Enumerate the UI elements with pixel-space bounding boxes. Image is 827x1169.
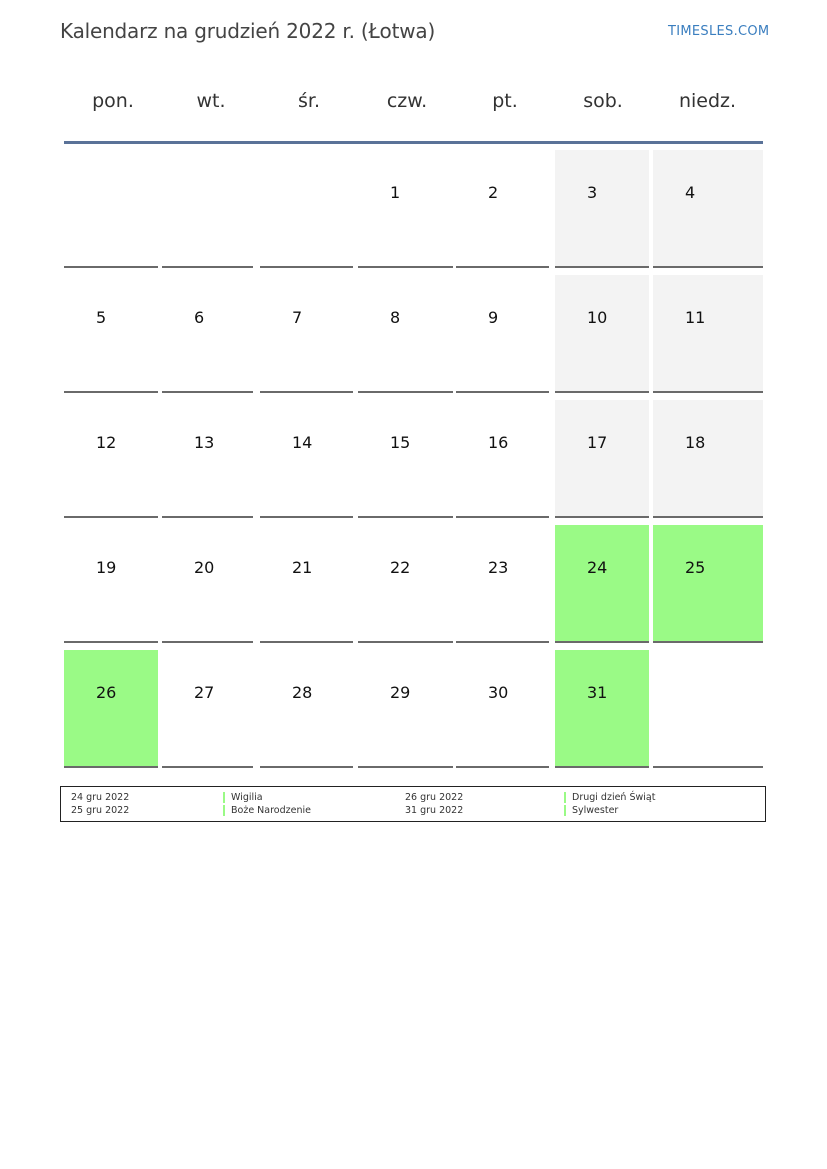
weekday-fri: pt. bbox=[492, 90, 518, 112]
day-number: 10 bbox=[587, 308, 608, 327]
weekday-sun: niedz. bbox=[678, 90, 737, 112]
legend-color-marker bbox=[223, 805, 225, 816]
day-number: 18 bbox=[685, 433, 706, 452]
holiday-legend bbox=[60, 786, 766, 822]
day-cell bbox=[653, 525, 763, 643]
weekday-thu: czw. bbox=[386, 90, 428, 112]
day-cell bbox=[162, 275, 253, 393]
weekday-tue: wt. bbox=[196, 90, 226, 112]
day-number: 26 bbox=[96, 683, 117, 702]
day-number: 28 bbox=[292, 683, 313, 702]
day-cell bbox=[260, 400, 353, 518]
day-number: 13 bbox=[194, 433, 215, 452]
day-number: 29 bbox=[390, 683, 411, 702]
day-cell bbox=[358, 525, 453, 643]
legend-date: 31 gru 2022 bbox=[405, 805, 464, 816]
weekday-sat: sob. bbox=[583, 90, 623, 112]
day-cell bbox=[653, 150, 763, 268]
legend-color-marker bbox=[564, 805, 566, 816]
day-number: 1 bbox=[390, 183, 401, 202]
day-number: 3 bbox=[587, 183, 598, 202]
weekday-mon: pon. bbox=[92, 90, 134, 112]
legend-date: 26 gru 2022 bbox=[405, 792, 464, 803]
calendar-grid bbox=[64, 150, 763, 770]
day-number: 31 bbox=[587, 683, 608, 702]
legend-color-marker bbox=[223, 792, 225, 803]
day-cell bbox=[260, 275, 353, 393]
day-number: 20 bbox=[194, 558, 215, 577]
day-cell bbox=[456, 400, 549, 518]
day-number: 7 bbox=[292, 308, 303, 327]
legend-holiday-name: Drugi dzień Świąt bbox=[572, 792, 656, 803]
day-cell bbox=[162, 150, 253, 268]
day-cell bbox=[653, 650, 763, 768]
day-cell bbox=[260, 150, 353, 268]
day-number: 19 bbox=[96, 558, 117, 577]
page-title: Kalendarz na grudzień 2022 r. (Łotwa) bbox=[60, 19, 436, 43]
day-number: 21 bbox=[292, 558, 313, 577]
day-number: 30 bbox=[488, 683, 509, 702]
day-cell bbox=[64, 150, 158, 268]
day-cell bbox=[456, 150, 549, 268]
day-number: 2 bbox=[488, 183, 499, 202]
day-cell bbox=[653, 275, 763, 393]
day-number: 23 bbox=[488, 558, 509, 577]
day-cell bbox=[64, 400, 158, 518]
day-number: 24 bbox=[587, 558, 608, 577]
day-cell bbox=[162, 525, 253, 643]
day-cell bbox=[456, 525, 549, 643]
weekday-wed: śr. bbox=[297, 90, 320, 112]
day-cell bbox=[358, 150, 453, 268]
day-cell bbox=[358, 650, 453, 768]
day-number: 12 bbox=[96, 433, 117, 452]
day-number: 6 bbox=[194, 308, 205, 327]
header-divider bbox=[64, 141, 763, 144]
day-cell bbox=[64, 650, 158, 768]
day-number: 5 bbox=[96, 308, 107, 327]
day-number: 27 bbox=[194, 683, 215, 702]
day-number: 11 bbox=[685, 308, 706, 327]
day-cell bbox=[64, 525, 158, 643]
day-number: 9 bbox=[488, 308, 499, 327]
weekday-header bbox=[64, 90, 763, 118]
legend-color-marker bbox=[564, 792, 566, 803]
legend-holiday-name: Wigilia bbox=[231, 792, 263, 803]
day-cell bbox=[456, 650, 549, 768]
day-number: 16 bbox=[488, 433, 509, 452]
day-cell bbox=[64, 275, 158, 393]
day-cell bbox=[358, 275, 453, 393]
day-cell bbox=[260, 525, 353, 643]
day-cell bbox=[555, 650, 649, 768]
day-number: 25 bbox=[685, 558, 706, 577]
day-cell bbox=[162, 650, 253, 768]
day-cell bbox=[555, 275, 649, 393]
legend-date: 24 gru 2022 bbox=[71, 792, 130, 803]
legend-holiday-name: Sylwester bbox=[572, 805, 619, 816]
day-number: 4 bbox=[685, 183, 696, 202]
day-number: 15 bbox=[390, 433, 411, 452]
day-cell bbox=[358, 400, 453, 518]
day-cell bbox=[260, 650, 353, 768]
legend-date: 25 gru 2022 bbox=[71, 805, 130, 816]
day-number: 8 bbox=[390, 308, 401, 327]
legend-holiday-name: Boże Narodzenie bbox=[231, 805, 311, 816]
day-number: 22 bbox=[390, 558, 411, 577]
brand-link[interactable]: TIMESLES.COM bbox=[668, 24, 770, 39]
day-cell bbox=[456, 275, 549, 393]
day-number: 17 bbox=[587, 433, 608, 452]
day-cell bbox=[162, 400, 253, 518]
day-number: 14 bbox=[292, 433, 313, 452]
day-cell bbox=[555, 400, 649, 518]
day-cell bbox=[555, 525, 649, 643]
day-cell bbox=[653, 400, 763, 518]
day-cell bbox=[555, 150, 649, 268]
